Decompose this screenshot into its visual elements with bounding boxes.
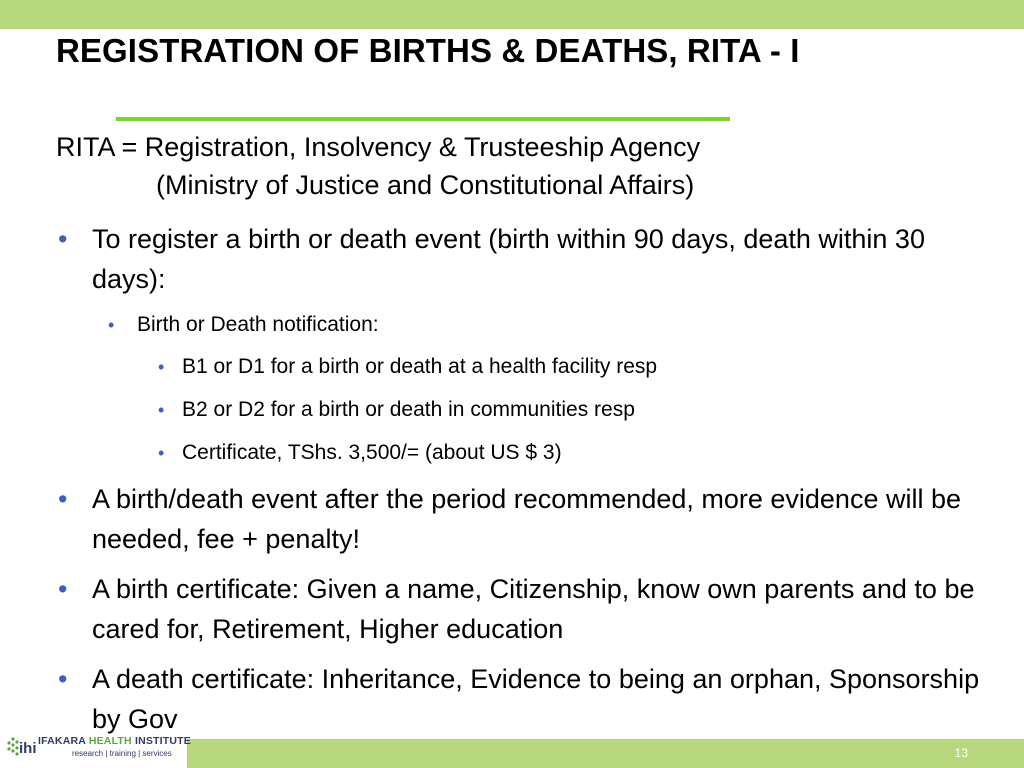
bullet-icon: • xyxy=(158,400,165,420)
logo-tagline: research | training | services xyxy=(72,749,172,758)
top-accent-bar xyxy=(0,0,1024,29)
bullet-icon: • xyxy=(158,443,165,463)
bullet-icon: • xyxy=(108,315,115,335)
bullet-text: A birth/death event after the period recommended, more evidence will be needed, fee + penalty! xyxy=(92,484,961,554)
dots-logo-icon xyxy=(6,731,38,761)
bullet-icon: • xyxy=(58,484,68,514)
bullet-text: B2 or D2 for a birth or death in communities resp xyxy=(182,398,635,421)
title-underline xyxy=(116,117,730,121)
logo-mark-text: ihi xyxy=(19,740,37,757)
footer-accent-bar xyxy=(187,739,1024,768)
bullet-icon: • xyxy=(158,357,165,377)
bullet-icon: • xyxy=(58,224,68,254)
brand-word-3: INSTITUTE xyxy=(134,735,192,747)
subtitle-line-1: RITA = Registration, Insolvency & Trusteeship Agency xyxy=(56,132,701,162)
bullet-icon: • xyxy=(58,574,68,604)
bullet-icon: • xyxy=(58,664,68,694)
bullet-text: B1 or D1 for a birth or death at a health facility resp xyxy=(182,355,658,378)
bullet-text: Birth or Death notification: xyxy=(137,313,379,336)
bullet-text: Certificate, TShs. 3,500/= (about US $ 3) xyxy=(182,441,562,464)
bullet-text: To register a birth or death event (birth within 90 days, death within 30 days): xyxy=(92,224,925,294)
bullet-text: A death certificate: Inheritance, Evidence to being an orphan, Sponsorship by Gov xyxy=(92,664,980,734)
brand-word-1: IFAKARA xyxy=(38,735,86,747)
slide-title: REGISTRATION OF BIRTHS & DEATHS, RITA - I xyxy=(56,32,800,69)
subtitle-line-2: (Ministry of Justice and Constitutional Affairs) xyxy=(156,170,695,200)
slide-subtitle xyxy=(56,128,700,204)
logo-brand xyxy=(38,735,191,747)
bullet-text: A birth certificate: Given a name, Citizenship, know own parents and to be cared for, Retirement, Higher education xyxy=(92,574,975,644)
page-number: 13 xyxy=(954,746,968,760)
brand-word-2: HEALTH xyxy=(88,735,132,747)
ifakara-logo xyxy=(6,731,192,765)
